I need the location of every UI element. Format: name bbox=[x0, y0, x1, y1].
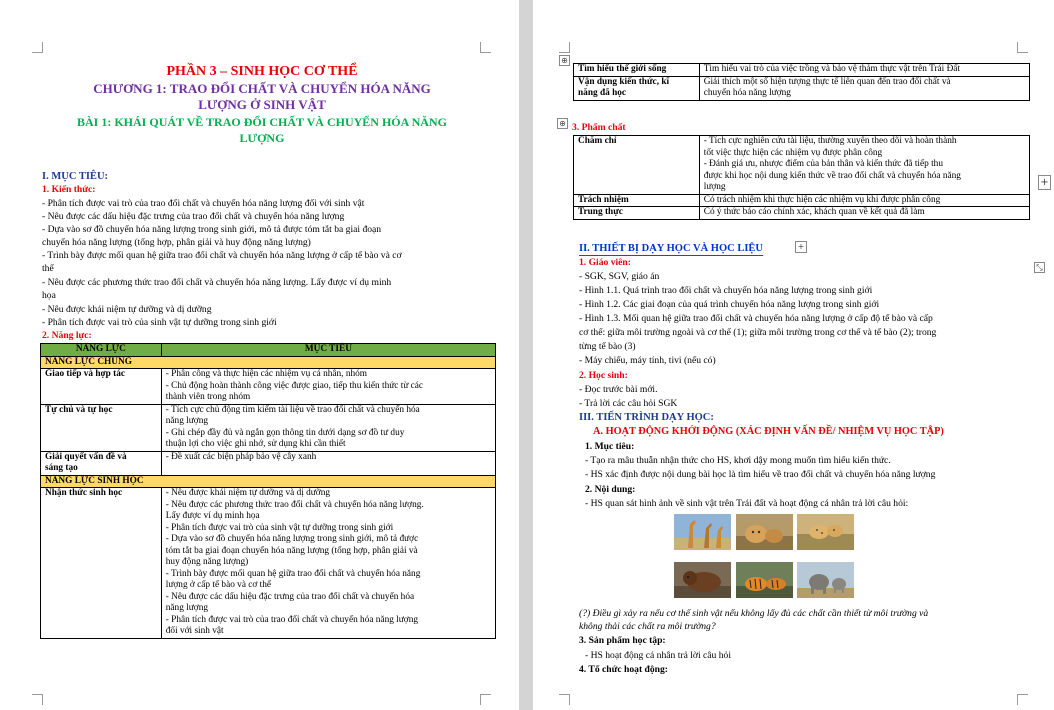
knowledge-line: - Dựa vào sơ đồ chuyển hóa năng lượng trong sinh giới, mô tả được tóm tắt ba giai đoạn bbox=[42, 224, 382, 235]
goal-line: - Chủ động hoàn thành công việc được giao, tiếp thu kiến thức từ các bbox=[165, 380, 424, 391]
goal-line: - Nêu được các phương thức trao đổi chất và chuyển hóa năng lượng. bbox=[165, 499, 424, 510]
top-ability-table bbox=[573, 63, 1030, 101]
ability-name-line: sáng tạo bbox=[45, 463, 78, 473]
add-column-plus-icon[interactable]: + bbox=[795, 241, 807, 253]
goal-line: được khi học nội dung kiến thức về trao đổi chất và chuyển hóa năng bbox=[703, 170, 961, 181]
quality-heading: 3. Phẩm chất bbox=[572, 122, 626, 133]
student-heading: 2. Học sinh: bbox=[579, 370, 628, 381]
objectives-heading: I. MỤC TIÊU: bbox=[42, 171, 109, 182]
lesson-title-line-1: BÀI 1: KHÁI QUÁT VỀ TRAO ĐỔI CHẤT VÀ CHUYỂN HÓA NĂNG bbox=[77, 115, 447, 129]
ability-goals bbox=[161, 451, 495, 475]
lions-photo bbox=[736, 514, 793, 550]
ability-goals bbox=[161, 488, 495, 639]
lesson-title-line-2: LƯỢNG bbox=[239, 131, 285, 145]
ability-goals bbox=[161, 404, 495, 451]
ability-name: Tìm hiểu thế giới sống bbox=[574, 64, 700, 77]
process-heading: III. TIẾN TRÌNH DẠY HỌC: bbox=[579, 412, 714, 423]
ability-table bbox=[40, 343, 496, 639]
student-line: - Đọc trước bài mới. bbox=[579, 384, 658, 395]
teacher-line: - Hình 1.1. Quá trình trao đổi chất và chuyển hóa năng lượng trong sinh giới bbox=[579, 285, 873, 296]
ability-name: Nhận thức sinh học bbox=[41, 488, 162, 639]
goal-line: - Tạo ra mâu thuẫn nhận thức cho HS, khơi dậy mong muốn tìm hiểu kiến thức. bbox=[585, 455, 891, 466]
product-heading: 3. Sản phẩm học tập: bbox=[579, 635, 666, 646]
section-label: NĂNG LỰC CHUNG bbox=[41, 356, 496, 369]
goal-line: huy động năng lượng) bbox=[165, 557, 249, 567]
quality-goals: Có ý thức báo cáo chính xác, khách quan về kết quả đã làm bbox=[699, 207, 1029, 220]
table-move-handle-icon[interactable]: ⊕ bbox=[559, 55, 570, 66]
add-row-plus-icon[interactable]: + bbox=[1038, 175, 1051, 190]
tigers-photo bbox=[736, 562, 793, 598]
table-row bbox=[41, 404, 496, 451]
goal-line: đối với sinh vật bbox=[165, 626, 224, 636]
goal-heading: 1. Mục tiêu: bbox=[585, 441, 635, 452]
bear-photo bbox=[674, 562, 731, 598]
document-page-1 bbox=[0, 0, 519, 710]
goal-line: - Tích cực nghiên cứu tài liệu, thường xuyên theo dõi và hoàn thành bbox=[703, 136, 957, 146]
goal-line: - Tích cực chủ động tìm kiếm tài liệu về trao đổi chất và chuyển hóa bbox=[165, 404, 420, 415]
giraffes-photo bbox=[674, 514, 731, 550]
table-row bbox=[41, 488, 496, 639]
goal-line: - Phân tích được vai trò của sinh vật tự dưỡng trong sinh giới bbox=[165, 522, 394, 533]
goal-line: thuận lợi cho việc ghi nhớ, sử dụng khi cần thiết bbox=[165, 439, 346, 449]
teacher-line: - Hình 1.3. Mối quan hệ giữa trao đổi chất và chuyển hóa năng lượng ở cấp độ tế bào và cấp bbox=[579, 313, 933, 324]
goal-line: Lấy được ví dụ minh họa bbox=[165, 511, 260, 521]
goal-line: - Nêu được các dấu hiệu đặc trưng của trao đổi chất và chuyển hóa bbox=[165, 591, 415, 602]
ability-name-line: Giải quyết vấn đề và bbox=[45, 451, 127, 462]
margin-corner-mark bbox=[32, 42, 43, 53]
goal-line: năng lượng bbox=[165, 416, 208, 426]
ability-name: Tự chủ và tự học bbox=[41, 404, 162, 451]
question-line-1: (?) Điều gì xảy ra nếu cơ thể sinh vật nếu không lấy đủ các chất cần thiết từ môi trường và bbox=[579, 608, 929, 619]
table-row bbox=[41, 451, 496, 475]
table-row bbox=[574, 194, 1030, 207]
margin-corner-mark bbox=[1017, 42, 1028, 53]
teacher-heading: 1. Giáo viên: bbox=[579, 257, 631, 268]
goal-line: - Phân công và thực hiện các nhiệm vụ cá nhân, nhóm bbox=[165, 369, 368, 379]
activity-heading: A. HOẠT ĐỘNG KHỞI ĐỘNG (XÁC ĐỊNH VẤN ĐỀ/ NHIỆM VỤ HỌC TẬP) bbox=[593, 426, 944, 437]
knowledge-line: - Nêu được các dấu hiệu đặc trưng của trao đổi chất và chuyển hóa năng lượng bbox=[42, 211, 345, 222]
teacher-line: - SGK, SGV, giáo án bbox=[579, 271, 660, 282]
column-header: NĂNG LỰC bbox=[41, 344, 162, 357]
ability-goals bbox=[161, 369, 495, 405]
chapter-title-line-1: CHƯƠNG 1: TRAO ĐỔI CHẤT VÀ CHUYỂN HÓA NĂNG bbox=[93, 81, 431, 96]
content-line: - HS quan sát hình ảnh về sinh vật trên Trái đất và hoạt động cá nhân trả lời câu hỏi: bbox=[585, 498, 909, 509]
goal-line: lượng bbox=[703, 182, 726, 192]
knowledge-line: - Phân tích được vai trò của sinh vật tự dưỡng trong sinh giới bbox=[42, 317, 277, 328]
goal-line: tốt việc thực hiện các nhiệm vụ được phân công bbox=[703, 147, 883, 158]
goal-line: - Nêu được khái niệm tự dưỡng và dị dưỡng bbox=[165, 488, 331, 498]
quality-goals bbox=[699, 136, 1029, 195]
chapter-title-line-2: LƯỢNG Ở SINH VẬT bbox=[198, 97, 326, 112]
margin-corner-mark bbox=[559, 42, 570, 53]
teacher-line: cơ thể: giữa môi trường ngoài và cơ thể (1); giữa môi trường trong cơ thể và tế bào (2); trong bbox=[579, 327, 937, 338]
margin-corner-mark bbox=[1017, 694, 1028, 705]
goal-line: - Trình bày được mối quan hệ giữa trao đổi chất và chuyển hóa năng bbox=[165, 568, 421, 579]
ability-heading: 2. Năng lực: bbox=[42, 330, 92, 341]
part-title: PHẦN 3 – SINH HỌC CƠ THỂ bbox=[166, 64, 358, 79]
table-row bbox=[574, 207, 1030, 220]
resize-handle-icon[interactable]: ⤡ bbox=[1034, 262, 1045, 273]
ability-name-line: Vận dụng kiến thức, kĩ bbox=[578, 76, 670, 87]
column-header: MỤC TIÊU bbox=[161, 344, 495, 357]
goal-line: - Đề xuất các biện pháp bảo vệ cây xanh bbox=[165, 451, 317, 462]
teacher-line: từng tế bào (3) bbox=[579, 341, 636, 352]
table-row bbox=[574, 136, 1030, 195]
teacher-line: - Hình 1.2. Các giai đoạn của quá trình chuyển hóa năng lượng trong sinh giới bbox=[579, 299, 880, 310]
margin-corner-mark bbox=[559, 694, 570, 705]
quality-table bbox=[573, 135, 1030, 220]
knowledge-line: họa bbox=[42, 290, 56, 301]
goal-line: năng lượng bbox=[165, 603, 208, 613]
table-section-row bbox=[41, 356, 496, 369]
goal-line: - Đánh giá ưu, nhược điểm của bản thân và kiến thức đã tiếp thu bbox=[703, 159, 943, 169]
cheetahs-photo bbox=[797, 514, 854, 550]
ability-name-line: năng đã học bbox=[578, 88, 627, 98]
table-row bbox=[574, 76, 1030, 100]
student-line: - Trả lời các câu hỏi SGK bbox=[579, 398, 678, 409]
knowledge-line: - Phân tích được vai trò của trao đổi chất và chuyển hóa năng lượng đối với sinh vật bbox=[42, 198, 365, 209]
goal-line: Giải thích một số hiện tượng thực tế liên quan đến trao đổi chất và bbox=[703, 76, 951, 87]
elephants-photo bbox=[797, 562, 854, 598]
knowledge-line: chuyển hóa năng lượng (tổng hợp, phân giải và huy động năng lượng) bbox=[42, 237, 311, 248]
quality-name: Trung thực bbox=[574, 207, 700, 220]
product-line: - HS hoạt động cá nhân trả lời câu hỏi bbox=[585, 650, 732, 661]
table-move-handle-icon[interactable]: ⊕ bbox=[557, 118, 568, 129]
ability-name: Giao tiếp và hợp tác bbox=[41, 369, 162, 405]
margin-corner-mark bbox=[32, 694, 43, 705]
ability-goals: Tìm hiểu vai trò của việc trồng và bảo vệ thảm thực vật trên Trái Đất bbox=[699, 64, 1029, 77]
table-header-row bbox=[41, 344, 496, 357]
ability-goals bbox=[699, 76, 1029, 100]
ability-name bbox=[574, 76, 700, 100]
goal-line: chuyển hóa năng lượng bbox=[703, 88, 791, 98]
section-label: NĂNG LỰC SINH HỌC bbox=[41, 475, 496, 488]
margin-corner-mark bbox=[480, 694, 491, 705]
equipment-heading: II. THIẾT BỊ DẠY HỌC VÀ HỌC LIỆU bbox=[579, 243, 763, 254]
goal-line: - Ghi chép đầy đủ và ngắn gọn thông tin dưới dạng sơ đồ tư duy bbox=[165, 427, 405, 438]
quality-name: Trách nhiệm bbox=[574, 194, 700, 207]
ability-name bbox=[41, 451, 162, 475]
goal-line: thành viên trong nhóm bbox=[165, 392, 251, 402]
goal-line: - Dựa vào sơ đồ chuyển hóa năng lượng trong sinh giới, mô tả được bbox=[165, 534, 419, 544]
content-heading: 2. Nội dung: bbox=[585, 484, 636, 495]
question-line-2: không thải các chất ra môi trường? bbox=[579, 621, 716, 632]
quality-goals: Có trách nhiệm khi thực hiện các nhiệm vụ khi được phân công bbox=[699, 194, 1029, 207]
goal-line: - Phân tích được vai trò của trao đổi chất và chuyển hóa năng lượng bbox=[165, 614, 419, 625]
goal-line: tóm tắt ba giai đoạn chuyển hóa năng lượng (tổng hợp, phân giải và bbox=[165, 545, 418, 556]
knowledge-line: - Trình bày được mối quan hệ giữa trao đổi chất và chuyển hóa năng lượng ở cấp tế bào và cơ bbox=[42, 250, 402, 261]
knowledge-line: - Nêu được các phương thức trao đổi chất và chuyển hóa năng lượng. Lấy được ví dụ minh bbox=[42, 277, 392, 288]
table-row bbox=[41, 369, 496, 405]
document-page-2 bbox=[533, 0, 1054, 710]
table-row bbox=[574, 64, 1030, 77]
knowledge-line: thể bbox=[42, 263, 54, 274]
organization-heading: 4. Tổ chức hoạt động: bbox=[579, 664, 669, 675]
teacher-line: - Máy chiếu, máy tính, tivi (nếu có) bbox=[579, 355, 716, 366]
knowledge-heading: 1. Kiến thức: bbox=[42, 184, 96, 195]
table-section-row bbox=[41, 475, 496, 488]
quality-name: Chăm chỉ bbox=[574, 136, 700, 195]
goal-line: - HS xác định được nội dung bài học là tìm hiểu về trao đổi chất và chuyển hóa năng lượng bbox=[585, 469, 936, 480]
goal-line: lượng ở cấp tế bào và cơ thể bbox=[165, 580, 271, 590]
margin-corner-mark bbox=[480, 42, 491, 53]
knowledge-line: - Nêu được khái niệm tự dưỡng và dị dưỡng bbox=[42, 304, 212, 315]
